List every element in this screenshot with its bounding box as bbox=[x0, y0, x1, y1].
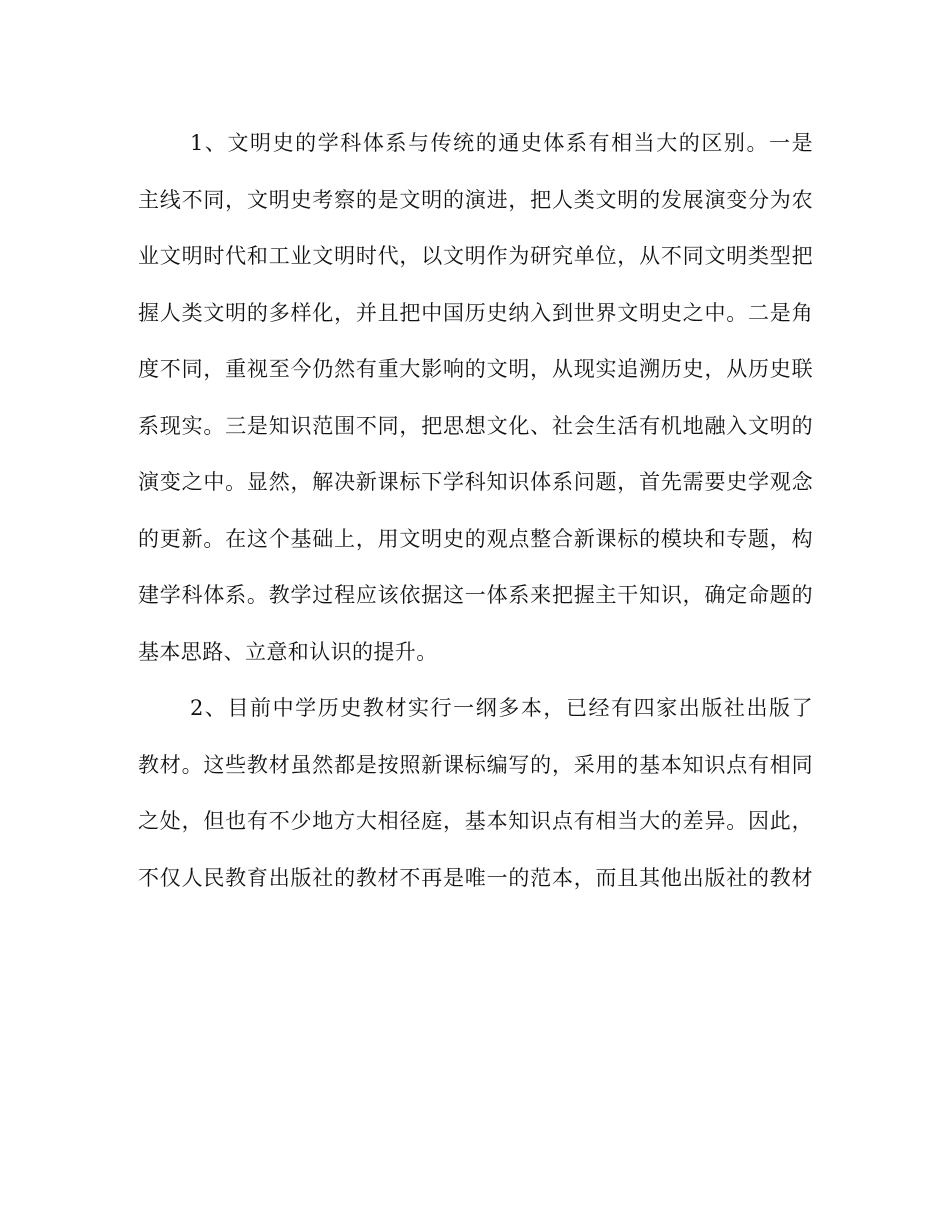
text-line: 教材。这些教材虽然都是按照新课标编写的，采用的基本知识点有相同 bbox=[138, 752, 813, 777]
text-line: 主线不同，文明史考察的是文明的演进，把人类文明的发展演变分为农 bbox=[138, 187, 813, 212]
text-line: 业文明时代和工业文明时代，以文明作为研究单位，从不同文明类型把 bbox=[138, 244, 813, 268]
document-body bbox=[138, 115, 813, 906]
text-line: 系现实。三是知识范围不同，把思想文化、社会生活有机地融入文明的 bbox=[138, 413, 813, 438]
text-line: 1、文明史的学科体系与传统的通史体系有相当大的区别。一是 bbox=[190, 131, 813, 155]
paragraph-1 bbox=[138, 115, 813, 680]
text-line: 度不同，重视至今仍然有重大影响的文明，从现实追溯历史，从历史联 bbox=[138, 357, 813, 381]
text-line: 的更新。在这个基础上，用文明史的观点整合新课标的模块和专题，构 bbox=[138, 526, 813, 551]
text-line: 建学科体系。教学过程应该依据这一体系来把握主干知识，确定命题的 bbox=[138, 583, 813, 607]
text-line: 演变之中。显然，解决新课标下学科知识体系问题，首先需要史学观念 bbox=[138, 470, 813, 494]
text-line: 之处，但也有不少地方大相径庭，基本知识点有相当大的差异。因此， bbox=[138, 809, 813, 833]
text-line: 握人类文明的多样化，并且把中国历史纳入到世界文明史之中。二是角 bbox=[138, 300, 813, 325]
text-line: 不仅人民教育出版社的教材不再是唯一的范本，而且其他出版社的教材 bbox=[138, 865, 813, 890]
text-line: 基本思路、立意和认识的提升。 bbox=[138, 639, 438, 664]
paragraph-2 bbox=[138, 680, 813, 906]
text-line: 2、目前中学历史教材实行一纲多本，已经有四家出版社出版了 bbox=[190, 696, 813, 720]
